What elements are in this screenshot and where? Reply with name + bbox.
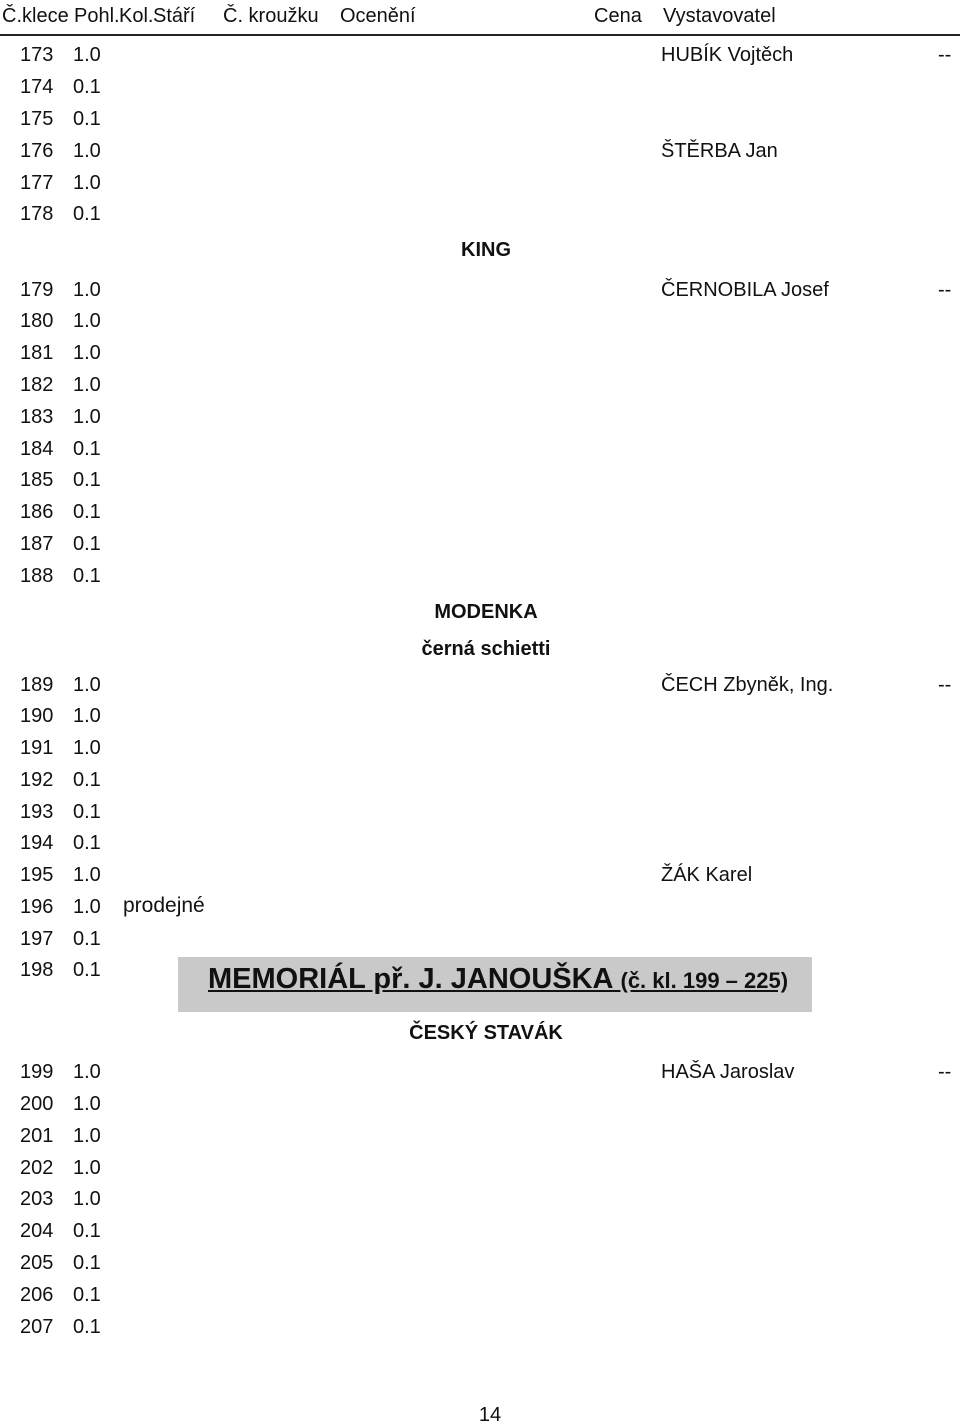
cage-number: 189 — [20, 674, 54, 696]
price-value: -- — [938, 674, 952, 696]
table-row — [0, 1316, 960, 1346]
table-row — [0, 832, 960, 862]
sex-code: 0.1 — [73, 501, 101, 523]
cage-number: 175 — [20, 108, 54, 130]
table-row — [0, 769, 960, 799]
cage-number: 195 — [20, 864, 54, 886]
sex-code: 0.1 — [73, 533, 101, 555]
cage-number: 204 — [20, 1220, 54, 1242]
cage-number: 191 — [20, 737, 54, 759]
column-header — [0, 0, 960, 36]
table-row — [0, 928, 960, 958]
sex-code: 1.0 — [73, 864, 101, 886]
table-row — [0, 864, 960, 894]
exhibitor-name: ČECH Zbyněk, Ing. — [661, 674, 834, 696]
breed-heading-king: KING — [461, 239, 511, 261]
sex-code: 1.0 — [73, 172, 101, 194]
cage-number: 203 — [20, 1188, 54, 1210]
price-value: -- — [938, 279, 952, 301]
table-row — [0, 1188, 960, 1218]
cage-number: 196 — [20, 896, 54, 918]
memorial-title-text: MEMORIÁL př. J. JANOUŠKA — [208, 963, 613, 995]
sex-code: 1.0 — [73, 374, 101, 396]
header-pohl: Pohl. — [74, 5, 120, 27]
table-row — [0, 279, 960, 309]
header-kol: Kol. — [119, 5, 154, 27]
header-vystavovatel: Vystavovatel — [663, 5, 776, 27]
cage-number: 186 — [20, 501, 54, 523]
cage-number: 206 — [20, 1284, 54, 1306]
sex-code: 0.1 — [73, 1252, 101, 1274]
table-row — [0, 172, 960, 202]
sex-code: 1.0 — [73, 406, 101, 428]
header-cena: Cena — [594, 5, 642, 27]
table-row — [0, 108, 960, 138]
cage-number: 176 — [20, 140, 54, 162]
table-row — [0, 896, 960, 926]
cage-number: 198 — [20, 959, 54, 981]
sex-code: 0.1 — [73, 801, 101, 823]
sex-code: 0.1 — [73, 203, 101, 225]
sex-code: 0.1 — [73, 1220, 101, 1242]
sex-code: 1.0 — [73, 1188, 101, 1210]
cage-number: 202 — [20, 1157, 54, 1179]
table-row — [0, 1061, 960, 1091]
sex-code: 0.1 — [73, 959, 101, 981]
sex-code: 1.0 — [73, 140, 101, 162]
header-klece: Č.klece — [2, 5, 69, 27]
header-oceneni: Ocenění — [340, 5, 416, 27]
sex-code: 0.1 — [73, 469, 101, 491]
table-row — [0, 1157, 960, 1187]
sex-code: 0.1 — [73, 438, 101, 460]
price-value: -- — [938, 44, 952, 66]
sex-code: 1.0 — [73, 705, 101, 727]
sex-code: 1.0 — [73, 310, 101, 332]
sex-code: 0.1 — [73, 1316, 101, 1338]
cage-number: 192 — [20, 769, 54, 791]
cage-number: 177 — [20, 172, 54, 194]
cage-number: 205 — [20, 1252, 54, 1274]
table-row — [0, 374, 960, 404]
cage-number: 179 — [20, 279, 54, 301]
cage-number: 173 — [20, 44, 54, 66]
header-krouzku: Č. kroužku — [223, 5, 319, 27]
sale-note: prodejné — [123, 894, 205, 917]
cage-number: 194 — [20, 832, 54, 854]
table-row — [0, 1252, 960, 1282]
cage-number: 185 — [20, 469, 54, 491]
table-row — [0, 44, 960, 74]
breed-heading-modenka: MODENKA — [434, 601, 538, 623]
cage-number: 201 — [20, 1125, 54, 1147]
cage-number: 193 — [20, 801, 54, 823]
sex-code: 1.0 — [73, 737, 101, 759]
table-row — [0, 565, 960, 595]
cage-number: 180 — [20, 310, 54, 332]
memorial-banner — [178, 957, 812, 1012]
table-row — [0, 469, 960, 499]
sex-code: 1.0 — [73, 44, 101, 66]
sex-code: 0.1 — [73, 76, 101, 98]
page-number: 14 — [478, 1404, 502, 1426]
sex-code: 1.0 — [73, 342, 101, 364]
table-row — [0, 737, 960, 767]
sex-code: 1.0 — [73, 896, 101, 918]
sex-code: 1.0 — [73, 1125, 101, 1147]
exhibitor-name: ČERNOBILA Josef — [661, 279, 829, 301]
table-row — [0, 1093, 960, 1123]
table-row — [0, 342, 960, 372]
cage-number: 182 — [20, 374, 54, 396]
table-row — [0, 674, 960, 704]
table-row — [0, 501, 960, 531]
cage-number: 174 — [20, 76, 54, 98]
table-row — [0, 1220, 960, 1250]
cage-number: 200 — [20, 1093, 54, 1115]
table-row — [0, 1284, 960, 1314]
sex-code: 0.1 — [73, 928, 101, 950]
cage-number: 184 — [20, 438, 54, 460]
table-row — [0, 140, 960, 170]
table-row — [0, 1125, 960, 1155]
sex-code: 0.1 — [73, 832, 101, 854]
cage-number: 181 — [20, 342, 54, 364]
sex-code: 0.1 — [73, 108, 101, 130]
cage-number: 190 — [20, 705, 54, 727]
cage-number: 199 — [20, 1061, 54, 1083]
cage-number: 187 — [20, 533, 54, 555]
color-heading: černá schietti — [421, 638, 551, 660]
memorial-title — [208, 963, 788, 996]
cage-number: 183 — [20, 406, 54, 428]
exhibitor-name: ŽÁK Karel — [661, 864, 753, 886]
sex-code: 0.1 — [73, 769, 101, 791]
price-value: -- — [938, 1061, 952, 1083]
sex-code: 1.0 — [73, 279, 101, 301]
table-row — [0, 705, 960, 735]
exhibitor-name: HUBÍK Vojtěch — [661, 44, 794, 66]
sex-code: 0.1 — [73, 1284, 101, 1306]
sex-code: 0.1 — [73, 565, 101, 587]
table-row — [0, 801, 960, 831]
breed-heading-cesky-stavak: ČESKÝ STAVÁK — [409, 1022, 563, 1044]
exhibitor-name: ŠTĚRBA Jan — [661, 140, 778, 162]
table-row — [0, 310, 960, 340]
table-row — [0, 438, 960, 468]
cage-number: 207 — [20, 1316, 54, 1338]
memorial-range: (č. kl. 199 – 225) — [620, 968, 789, 993]
table-row — [0, 533, 960, 563]
exhibitor-name: HAŠA Jaroslav — [661, 1061, 795, 1083]
cage-number: 197 — [20, 928, 54, 950]
table-row — [0, 76, 960, 106]
sex-code: 1.0 — [73, 1061, 101, 1083]
sex-code: 1.0 — [73, 674, 101, 696]
sex-code: 1.0 — [73, 1093, 101, 1115]
sex-code: 1.0 — [73, 1157, 101, 1179]
header-stari: Stáří — [153, 5, 196, 27]
cage-number: 178 — [20, 203, 54, 225]
cage-number: 188 — [20, 565, 54, 587]
table-row — [0, 203, 960, 233]
table-row — [0, 406, 960, 436]
